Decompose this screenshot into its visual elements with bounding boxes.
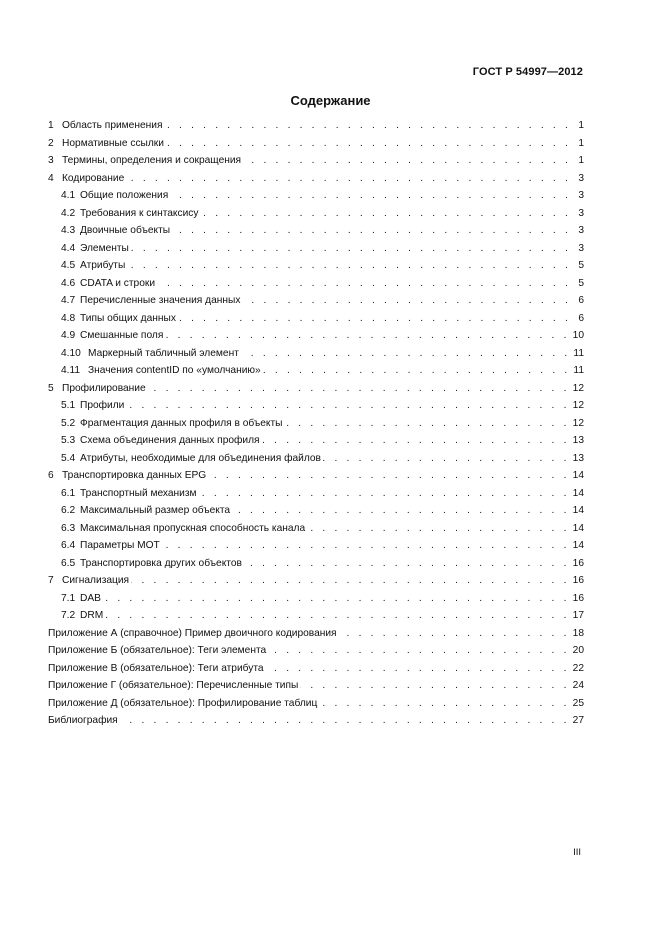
toc-entry-label: Общие положения	[80, 190, 169, 201]
toc-entry[interactable]	[48, 540, 584, 558]
toc-entry-number: 4.6	[61, 277, 76, 289]
toc-entry-label: Транспортировка данных EPG	[62, 470, 207, 481]
dot-leader	[127, 260, 571, 271]
toc-entry-label: Требования к синтаксису	[80, 207, 199, 219]
dot-leader	[199, 488, 570, 499]
standard-number: ГОСТ Р 54997—2012	[472, 66, 583, 78]
toc-entry-page: 18	[572, 627, 584, 639]
toc-entry-page: 17	[572, 610, 584, 621]
toc-entry-label: Приложение Б (обязательное): Теги элемента	[48, 645, 267, 656]
toc-entry[interactable]	[48, 680, 584, 698]
toc-entry-label: Атрибуты, необходимые для объединения файлов	[80, 452, 321, 464]
toc-entry-page: 3	[578, 242, 584, 254]
dot-leader	[319, 698, 569, 709]
toc-entry-number: 4.9	[61, 330, 76, 341]
toc-entry-label: Приложение Г (обязательное): Перечисленные типы	[48, 680, 299, 691]
toc-entry-page: 14	[572, 522, 584, 534]
dot-leader	[323, 453, 570, 464]
toc-entry-page: 1	[578, 155, 584, 166]
toc-entry-page: 6	[578, 295, 584, 306]
toc-entry-page: 13	[572, 452, 584, 464]
toc-entry-number: 4.11	[61, 365, 81, 376]
toc-entry-label: Приложение Д (обязательное): Профилирование таблиц	[48, 697, 318, 709]
dot-leader	[232, 505, 570, 516]
toc-entry-page: 16	[572, 592, 584, 604]
toc-entry-number: 4.10	[61, 347, 81, 359]
toc-entry-number: 4.1	[61, 190, 76, 201]
toc-entry-page: 14	[572, 505, 584, 516]
dot-leader	[339, 628, 570, 639]
dot-leader	[131, 243, 571, 254]
dot-leader	[170, 190, 571, 201]
dot-leader	[131, 575, 570, 586]
toc-entry[interactable]	[48, 243, 584, 261]
toc-entry-page: 16	[572, 557, 584, 569]
toc-entry-label: Профилирование	[62, 382, 146, 394]
toc-entry[interactable]	[48, 155, 584, 173]
toc-entry[interactable]	[48, 435, 584, 453]
toc-entry-page: 11	[573, 347, 584, 359]
dot-leader	[148, 383, 570, 394]
toc-entry[interactable]	[48, 173, 584, 191]
toc-entry-label: Маркерный табличный элемент	[88, 347, 239, 359]
dot-leader	[266, 663, 570, 674]
toc-entry-number: 6.2	[61, 505, 76, 516]
dot-leader	[178, 313, 571, 324]
toc-entry[interactable]	[48, 645, 584, 663]
toc-entry[interactable]	[48, 138, 584, 156]
toc-entry-label: Максимальная пропускная способность канала	[80, 522, 306, 534]
toc-entry-number: 4.4	[61, 242, 76, 254]
dot-leader	[157, 278, 571, 289]
dot-leader	[307, 523, 570, 534]
toc-entry-number: 4.8	[61, 312, 76, 324]
dot-leader	[285, 418, 570, 429]
dot-leader	[208, 470, 569, 481]
toc-entry[interactable]	[48, 400, 584, 418]
toc-entry-page: 25	[572, 697, 584, 709]
dot-leader	[242, 295, 571, 306]
toc-title: Содержание	[290, 93, 371, 108]
toc-entry-number: 4.2	[61, 207, 76, 219]
toc-entry-label: Атрибуты	[80, 260, 126, 271]
toc-entry[interactable]	[48, 558, 584, 576]
toc-entry-label: Профили	[80, 400, 125, 411]
toc-entry-label: Смешанные поля	[80, 330, 164, 341]
toc-entry-page: 14	[572, 470, 584, 481]
toc-entry-page: 12	[572, 417, 584, 429]
dot-leader	[166, 138, 571, 149]
toc-entry[interactable]	[48, 330, 584, 348]
dot-leader	[268, 645, 569, 656]
toc-entry[interactable]	[48, 470, 584, 488]
toc-entry-label: Приложение А (справочное) Пример двоичного кодирования	[48, 627, 337, 639]
dot-leader	[300, 680, 569, 691]
toc-entry-page: 6	[578, 312, 584, 324]
toc-entry[interactable]	[48, 593, 584, 611]
dot-leader	[243, 155, 571, 166]
toc-entry-number: 1	[48, 120, 54, 131]
toc-entry[interactable]	[48, 453, 584, 471]
dot-leader	[241, 348, 571, 359]
page-number: III	[573, 847, 581, 858]
toc-entry-number: 5.4	[61, 452, 76, 464]
toc-entry-page: 1	[578, 137, 584, 149]
toc-entry-number: 4.5	[61, 260, 76, 271]
toc-entry-number: 7	[48, 575, 54, 586]
toc-entry-number: 3	[48, 155, 54, 166]
toc-entry-number: 4.3	[61, 225, 76, 236]
toc-entry[interactable]	[48, 383, 584, 401]
toc-entry-page: 3	[578, 207, 584, 219]
toc-entry-page: 10	[572, 330, 584, 341]
toc-entry-page: 12	[572, 382, 584, 394]
toc-entry[interactable]	[48, 365, 584, 383]
toc-entry[interactable]	[48, 610, 584, 628]
toc-entry-number: 4.7	[61, 295, 76, 306]
dot-leader	[263, 365, 571, 376]
toc-entry-label: Параметры МОТ	[80, 540, 160, 551]
dot-leader	[165, 330, 569, 341]
toc-entry[interactable]	[48, 418, 584, 436]
toc-entry-page: 22	[572, 662, 584, 674]
dot-leader	[126, 400, 569, 411]
toc-entry-label: Приложение В (обязательное): Теги атрибута	[48, 662, 264, 674]
toc-entry-label: Двоичные объекты	[80, 225, 171, 236]
toc-entry-page: 14	[572, 487, 584, 499]
toc-entry[interactable]	[48, 295, 584, 313]
dot-leader	[103, 593, 570, 604]
toc-entry-number: 5.1	[61, 400, 76, 411]
toc-entry-label: Максимальный размер объекта	[80, 505, 231, 516]
toc-entry-label: Кодирование	[62, 172, 125, 184]
toc-entry[interactable]	[48, 190, 584, 208]
toc-entry[interactable]	[48, 523, 584, 541]
dot-leader	[244, 558, 570, 569]
toc-entry-label: DRM	[80, 610, 104, 621]
toc-entry-page: 16	[572, 575, 584, 586]
toc-entry-label: Значения contentID по «умолчанию»	[88, 365, 261, 376]
toc-entry[interactable]	[48, 715, 584, 733]
toc-entry[interactable]	[48, 260, 584, 278]
toc-entry-page: 13	[572, 435, 584, 446]
dot-leader	[105, 610, 569, 621]
dot-leader	[172, 225, 571, 236]
toc-entry-page: 12	[572, 400, 584, 411]
toc-entry-page: 3	[578, 172, 584, 184]
toc-entry-page: 5	[578, 260, 584, 271]
toc-entry-number: 5.3	[61, 435, 76, 446]
toc-entry-label: Нормативные ссылки	[62, 137, 164, 149]
toc-entry-number: 6.3	[61, 522, 76, 534]
toc-entry-label: Транспортировка других объектов	[80, 557, 242, 569]
toc-entry-page: 24	[572, 680, 584, 691]
toc-entry-page: 27	[572, 715, 584, 726]
toc-entry[interactable]	[48, 208, 584, 226]
toc-entry-page: 3	[578, 190, 584, 201]
toc-entry-page: 5	[578, 277, 584, 289]
toc-entry-label: Фрагментация данных профиля в объекты	[80, 417, 283, 429]
dot-leader	[200, 208, 571, 219]
dot-leader	[162, 540, 570, 551]
toc-entry[interactable]	[48, 120, 584, 138]
table-of-contents	[48, 120, 584, 733]
toc-entry-number: 4	[48, 172, 54, 184]
toc-entry[interactable]	[48, 575, 584, 593]
toc-entry-number: 7.1	[61, 592, 76, 604]
toc-entry-number: 7.2	[61, 610, 76, 621]
dot-leader	[262, 435, 570, 446]
dot-leader	[164, 120, 571, 131]
toc-entry-label: Термины, определения и сокращения	[62, 155, 242, 166]
toc-entry[interactable]	[48, 488, 584, 506]
toc-entry[interactable]	[48, 698, 584, 716]
toc-entry[interactable]	[48, 505, 584, 523]
toc-entry-page: 11	[573, 365, 584, 376]
toc-entry-number: 6.5	[61, 557, 76, 569]
toc-entry[interactable]	[48, 225, 584, 243]
toc-entry-number: 5	[48, 382, 54, 394]
toc-entry-label: Область применения	[62, 120, 163, 131]
toc-entry-label: Типы общих данных	[80, 312, 176, 324]
toc-entry-label: Перечисленные значения данных	[80, 295, 241, 306]
dot-leader	[120, 715, 570, 726]
toc-entry-label: Библиография	[48, 715, 118, 726]
toc-entry-label: Элементы	[80, 242, 129, 254]
toc-entry-page: 20	[572, 645, 584, 656]
toc-entry-number: 6.1	[61, 487, 76, 499]
dot-leader	[126, 173, 571, 184]
toc-entry[interactable]	[48, 278, 584, 296]
toc-entry-label: Транспортный механизм	[80, 487, 197, 499]
toc-entry[interactable]	[48, 663, 584, 681]
toc-entry-number: 6.4	[61, 540, 76, 551]
toc-entry-page: 14	[572, 540, 584, 551]
toc-entry-label: Сигнализация	[62, 575, 130, 586]
toc-entry-label: Схема объединения данных профиля	[80, 435, 260, 446]
toc-entry-page: 3	[578, 225, 584, 236]
toc-entry[interactable]	[48, 348, 584, 366]
toc-entry[interactable]	[48, 313, 584, 331]
toc-entry-page: 1	[578, 120, 584, 131]
toc-entry-number: 5.2	[61, 417, 76, 429]
toc-entry-number: 2	[48, 137, 54, 149]
toc-entry-label: CDATA и строки	[80, 277, 156, 289]
toc-entry-number: 6	[48, 470, 54, 481]
toc-entry[interactable]	[48, 628, 584, 646]
toc-entry-label: DAB	[80, 592, 101, 604]
